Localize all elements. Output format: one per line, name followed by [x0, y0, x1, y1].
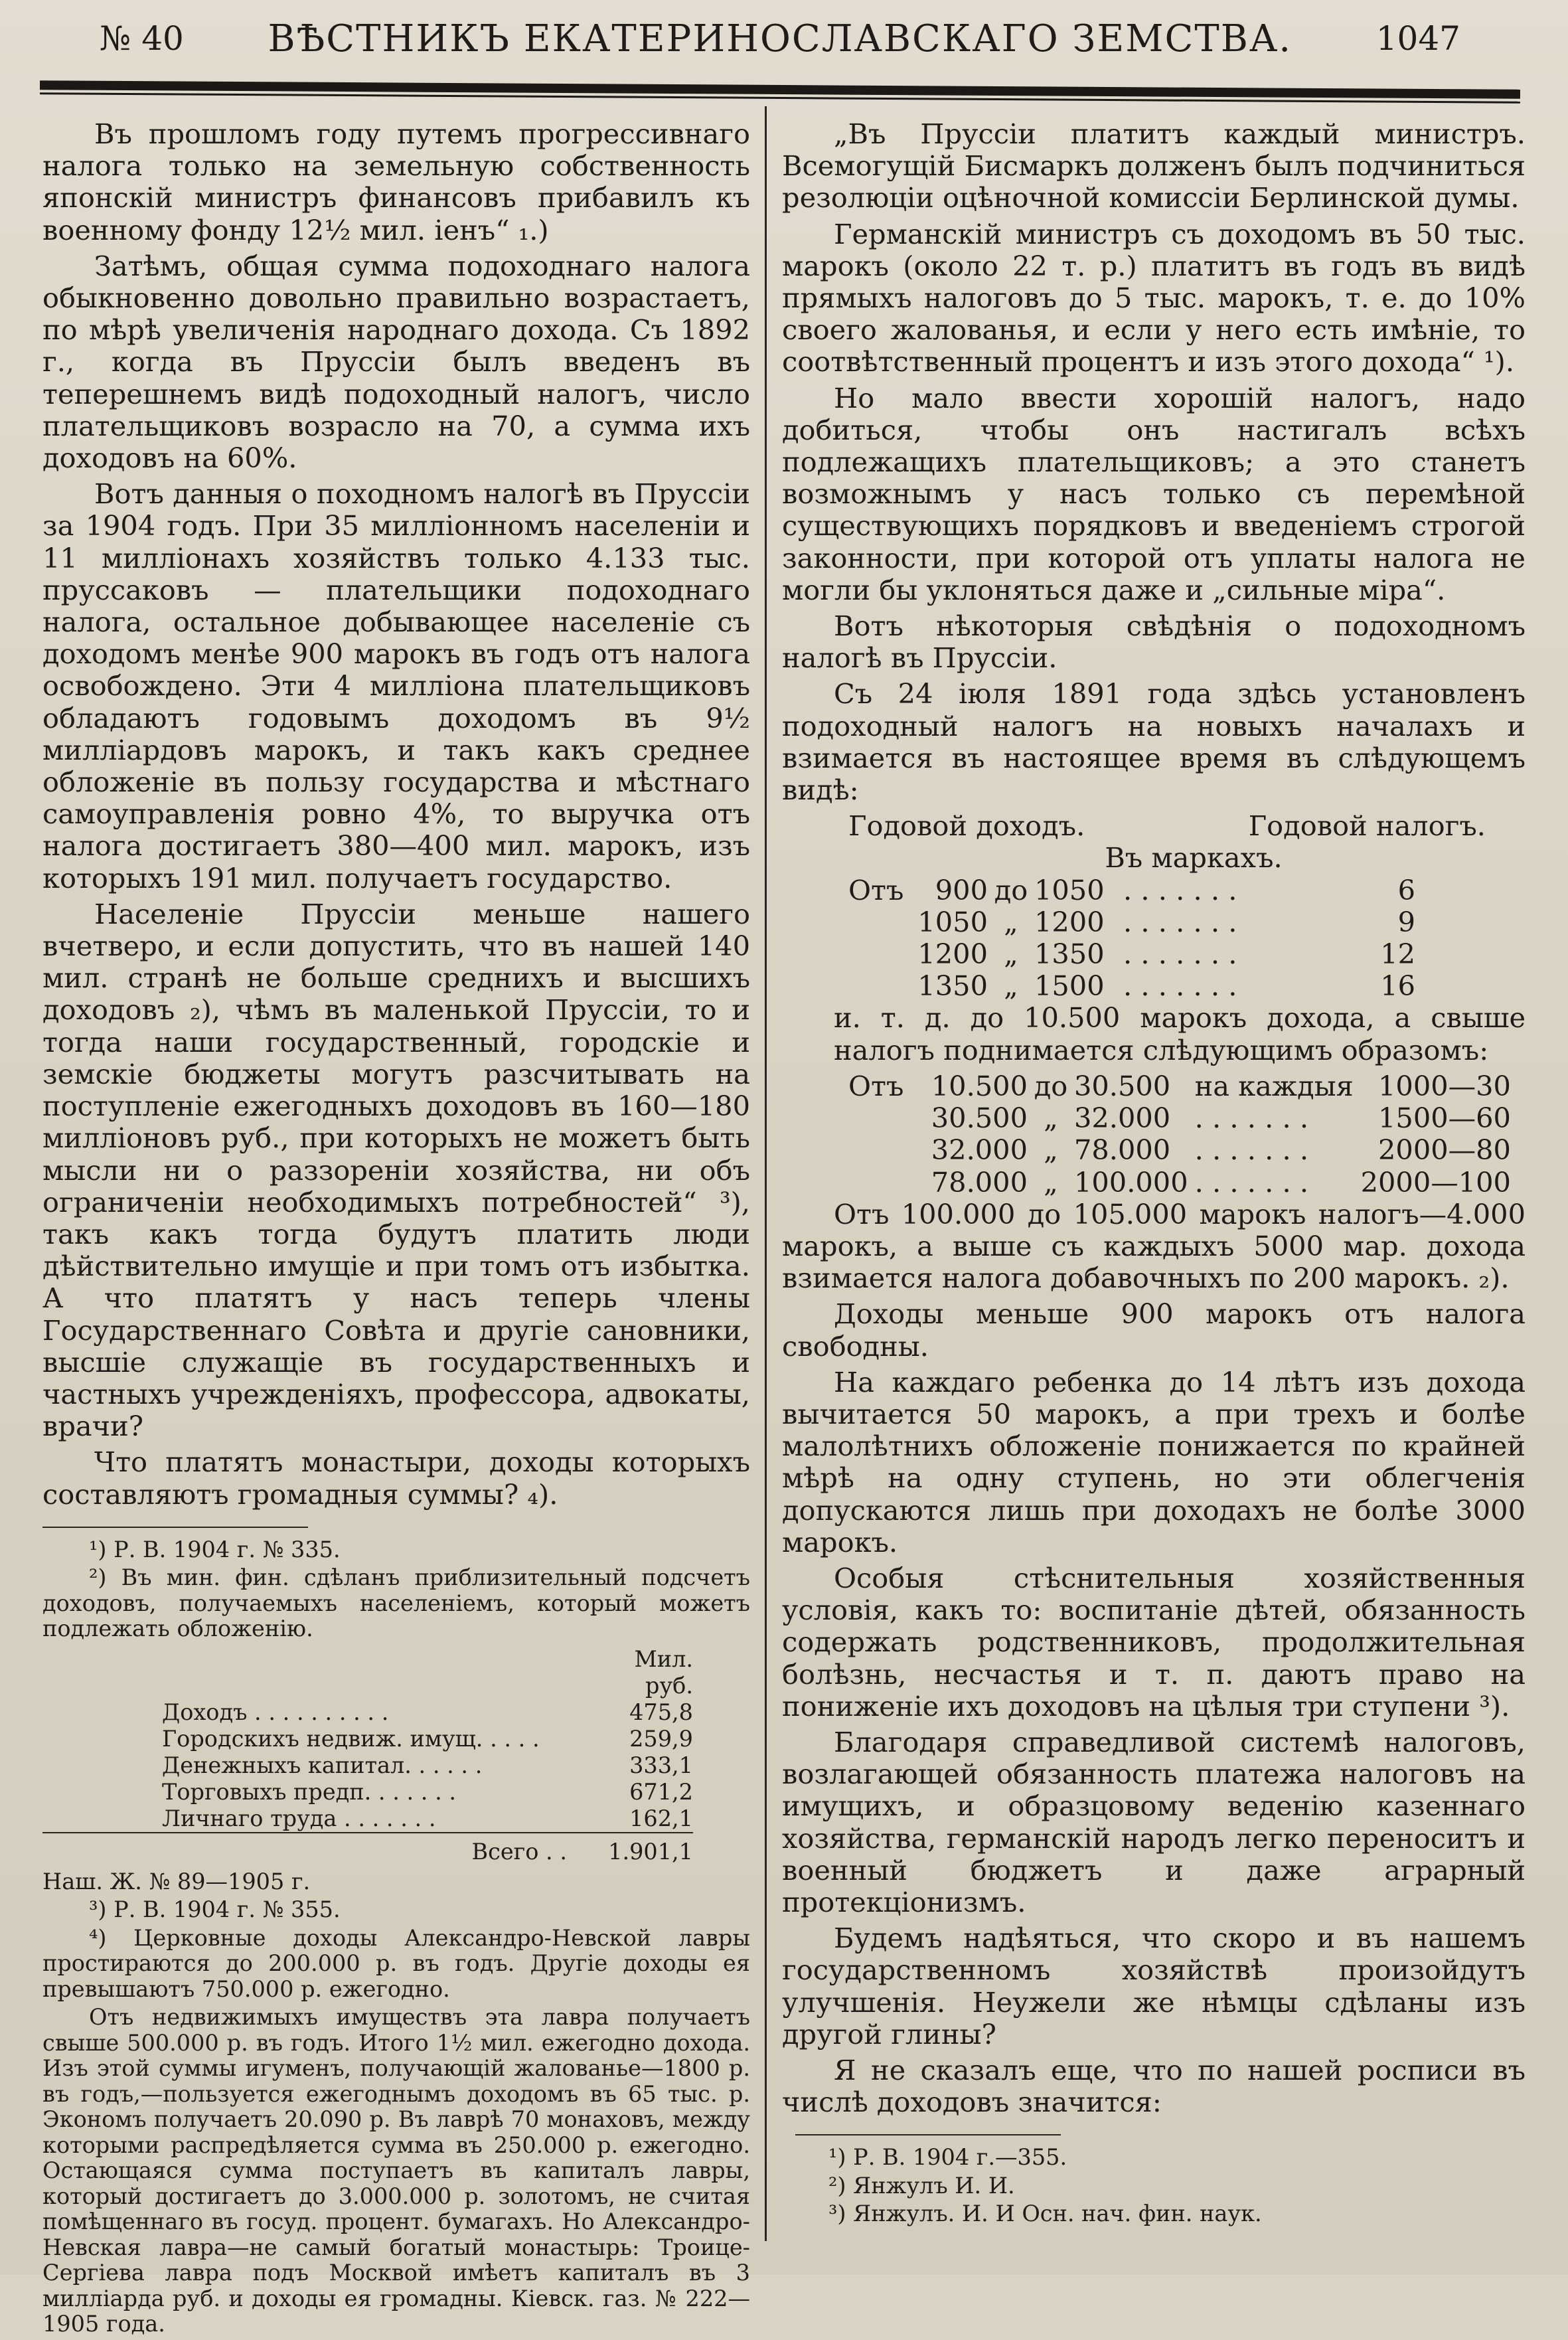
left-column — [42, 118, 750, 2340]
table-row — [42, 1726, 693, 1752]
table-row: Отъ 10.500 до 30.500 на каждыя 1000—30 — [848, 1069, 1511, 1102]
issue-number: № 40 — [100, 19, 184, 58]
footnote: Отъ недвижимыхъ имуществъ эта лавра получаетъ свыше 500.000 р. въ годъ. Итого 1½ мил. ежегодно дохода. Изъ этой суммы игуменъ, получающій жалованье—1800 р. въ годъ,—пользуется ежегоднымъ доходомъ въ 65 тыс. р. Экономъ получаетъ 20.090 р. Въ лаврѣ 70 монаховъ, между которыми распредѣляется сумма въ 250.000 р. ежегодно. Остающаяся сумма поступаетъ въ капиталъ лавры, который достигаетъ до 3.000.000 р. золотомъ, не считая помѣщеннаго въ госуд. процент. бумагахъ. Но Александро-Невская лавра—не самый богатый монастырь: Троице-Сергіева лавра подъ Москвой имѣетъ капиталъ въ 3 милліарда руб. и доходы ея громадны. Кіевск. газ. № 222—1905 года. — [42, 2004, 750, 2337]
table-row — [42, 1805, 693, 1833]
paragraph: Въ прошломъ году путемъ прогрессивнаго налога только на земельную собственность японскій министръ финансовъ прибавилъ къ военному фонду 12½ мил. іенъ“ ₁.) — [42, 118, 750, 246]
journal-title: ВѢСТНИКЪ ЕКАТЕРИНОСЛАВСКАГО ЗЕМСТВА. — [268, 17, 1293, 60]
footnote: ²) Янжулъ И. И. — [828, 2172, 1015, 2199]
footnote: ³) Янжулъ. И. И Осн. нач. фин. наук. — [828, 2201, 1262, 2227]
paragraph: Отъ 100.000 до 105.000 марокъ налогъ—4.000 марокъ, а выше съ каждыхъ 5000 мар. дохода взимается налога добавочныхъ по 200 марокъ. ₂). — [782, 1197, 1526, 1295]
table-row: Отъ 900 до 1050 . . . . . . . 6 — [848, 873, 1415, 906]
row-value: 162,1 — [629, 1805, 693, 1831]
paragraph: Вотъ данныя о походномъ налогѣ въ Пруссіи за 1904 годъ. При 35 милліонномъ населеніи и 11 милліонахъ хозяйствъ только 4.133 тыс. пруссаковъ — плательщики подоходнаго налога, остальное добывающее населеніе съ доходомъ менѣе 900 марокъ въ годъ отъ налога освобождено. Эти 4 милліона плательщиковъ обладаютъ годовымъ доходомъ въ 9½ милліардовъ марокъ, и такъ какъ среднее обложеніе въ пользу государства и мѣстнаго самоуправленія ровно 4%, то выручка отъ налога достигаетъ 380—400 мил. марокъ, изъ которыхъ 191 мил. получаетъ государство. — [42, 477, 750, 894]
table-total-row — [42, 1833, 693, 1865]
income-table — [42, 1646, 693, 1865]
table-row: 1200 „ 1350 . . . . . . . 12 — [917, 938, 1415, 971]
paragraph: Населеніе Пруссіи меньше нашего вчетверо, и если допустить, что въ нашей 140 мил. странѣ не больше среднихъ и высшихъ доходовъ ₂), чѣмъ въ маленькой Пруссіи, то и тогда наши государственный, городскіе и земскіе бюджеты могутъ разсчитывать на поступленіе ежегодныхъ доходовъ въ 160—180 милліоновъ руб., при которыхъ не можетъ быть мысли ни о раззореніи хозяйства, ни объ ограниченіи необходимыхъ потребностей“ ³), такъ какъ тогда будутъ платить люди дѣйствительно имущіе и при томъ отъ избытка. А что платятъ у насъ теперь члены Государственнаго Совѣта и другіе сановники, высшіе служащіе въ государственныхъ и частныхъ учрежденіяхъ, профессора, адвокаты, врачи? — [42, 897, 750, 1443]
row-label: Городскихъ недвиж. имущ. . . . . — [162, 1725, 540, 1752]
footnotes-right — [782, 2145, 1526, 2227]
right-column — [782, 118, 1526, 2230]
footnote: ²) Въ мин. фин. сдѣланъ приблизительный подсчетъ доходовъ, получаемыхъ населеніемъ, который можетъ подлежать обложенію. — [42, 1564, 750, 1642]
table-row — [42, 1779, 693, 1805]
tax-table — [782, 875, 1415, 1003]
row-value: 333,1 — [629, 1752, 693, 1778]
paragraph: „Въ Пруссіи платитъ каждый министръ. Всемогущій Бисмаркъ долженъ былъ подчиниться резолюціи оцѣночной комиссіи Берлинской думы. — [782, 118, 1526, 214]
header-rule — [40, 80, 1520, 99]
footnote-rule — [795, 2134, 1061, 2135]
row-label: Личнаго труда . . . . . . . — [162, 1805, 436, 1831]
table-header: Мил. руб. — [634, 1645, 693, 1699]
table-row: 1050 „ 1200 . . . . . . . 9 — [917, 905, 1415, 938]
paragraph: Но мало ввести хорошій налогъ, надо добиться, чтобы онъ настигалъ всѣхъ подлежащихъ плательщиковъ; а это станетъ возможнымъ у насъ только съ перемѣной существующихъ порядковъ и введеніемъ строгой законности, при которой отъ уплаты налога не могли бы уклоняться даже и „сильные міра“. — [782, 381, 1526, 606]
table-row — [42, 1752, 693, 1779]
footnote: ⁴) Церковные доходы Александро-Невской лавры простираются до 200.000 р. въ годъ. Другіе доходы ея превышаютъ 750.000 р. ежегодно. — [42, 1924, 750, 2002]
table-row — [42, 1699, 693, 1726]
tax-mid-text: и. т. д. до 10.500 марокъ дохода, а свыше налогъ поднимается слѣдующимъ образомъ: — [834, 1001, 1526, 1066]
total-value: 1.901,1 — [587, 1833, 693, 1865]
footnote: ¹) Р. В. 1904 г. № 335. — [89, 1536, 341, 1562]
row-label: Денежныхъ капитал. . . . . . — [162, 1752, 483, 1778]
table-row: 30.500 „ 32.000 . . . . . . . 1500—60 — [931, 1102, 1511, 1135]
table-row: 1350 „ 1500 . . . . . . . 16 — [917, 969, 1415, 1003]
paragraph: Германскій министръ съ доходомъ въ 50 тыс. марокъ (около 22 т. р.) платитъ въ годъ въ видѣ прямыхъ налоговъ до 5 тыс. марокъ, т. е. до 10% своего жалованья, и если у него есть имѣніе, то соотвѣтственный процентъ и изъ этого дохода“ ¹). — [782, 217, 1526, 378]
table-row: 32.000 „ 78.000 . . . . . . . 2000—80 — [931, 1133, 1511, 1167]
tax-unit: Въ маркахъ. — [1105, 841, 1283, 875]
paragraph: Благодаря справедливой системѣ налоговъ, возлагающей обязанность платежа налоговъ на имущихъ, и образцовому веденію казеннаго хозяйства, германскій народъ легко переноситъ и военный бюджетъ и даже аграрный протекціонизмъ. — [782, 1725, 1526, 1918]
total-label: Всего . . — [42, 1833, 587, 1865]
paragraph: Будемъ надѣяться, что скоро и въ нашемъ государственномъ хозяйствѣ произойдутъ улучшенія. Неужели же нѣмцы сдѣланы изъ другой глины? — [782, 1922, 1526, 2050]
paragraph: Доходы меньше 900 марокъ отъ налога свободны. — [782, 1297, 1526, 1363]
paragraph: На каждаго ребенка до 14 лѣтъ изъ дохода вычитается 50 марокъ, а при трехъ и болѣе малолѣтнихъ обложеніе понижается по крайней мѣрѣ на одну ступень, но эти облегченія допускаются лишь при доходахъ не болѣе 3000 марокъ. — [782, 1365, 1526, 1558]
table-source: Наш. Ж. № 89—1905 г. — [42, 1868, 311, 1894]
table-row: 78.000 „ 100.000 . . . . . . . 2000—100 — [931, 1165, 1511, 1199]
footnotes-left — [42, 1537, 750, 2337]
row-label: Доходъ . . . . . . . . . . — [162, 1699, 389, 1725]
paragraph: Вотъ нѣкоторыя свѣдѣнія о подоходномъ налогѣ въ Пруссіи. — [782, 610, 1526, 675]
row-value: 671,2 — [629, 1778, 693, 1805]
tax-head-tax: Годовой налогъ. — [1248, 809, 1486, 843]
tax-table-2 — [782, 1070, 1511, 1199]
page-number: 1047 — [1375, 19, 1460, 58]
paragraph: Я не сказалъ еще, что по нашей росписи въ числѣ доходовъ значится: — [782, 2053, 1526, 2119]
column-divider — [765, 106, 767, 2241]
row-value: 259,9 — [629, 1725, 693, 1752]
row-value: 475,8 — [629, 1699, 693, 1725]
paragraph: Съ 24 іюля 1891 года здѣсь установленъ подоходный налогъ на новыхъ началахъ и взимается въ настоящее время въ слѣдующемъ видѣ: — [782, 677, 1526, 807]
page-header — [100, 12, 1460, 65]
row-label: Торговыхъ предп. . . . . . . — [162, 1778, 457, 1805]
footnote: ¹) Р. В. 1904 г.—355. — [828, 2144, 1067, 2171]
paragraph: Затѣмъ, общая сумма подоходнаго налога обыкновенно довольно правильно возрастаетъ, по мѣрѣ увеличенія народнаго дохода. Съ 1892 г., когда въ Пруссіи былъ введенъ въ теперешнемъ видѣ подоходный налогъ, число плательщиковъ возрасло на 70, а сумма ихъ доходовъ на 60%. — [42, 249, 750, 475]
paragraph: Особыя стѣснительныя хозяйственныя условія, какъ то: воспитаніе дѣтей, обязанность содержать родственниковъ, продолжительная болѣзнь, несчастья и т. п. даютъ право на пониженіе ихъ доходовъ на цѣлыя три ступени ³). — [782, 1561, 1526, 1722]
footnote: ³) Р. В. 1904 г. № 355. — [89, 1896, 341, 1923]
footnote-rule — [42, 1527, 308, 1528]
tax-head-income: Годовой доходъ. — [848, 809, 1085, 843]
tax-table-header — [782, 810, 1526, 842]
paragraph: Что платятъ монастыри, доходы которыхъ составляютъ громадныя суммы? ₄). — [42, 1446, 750, 1511]
